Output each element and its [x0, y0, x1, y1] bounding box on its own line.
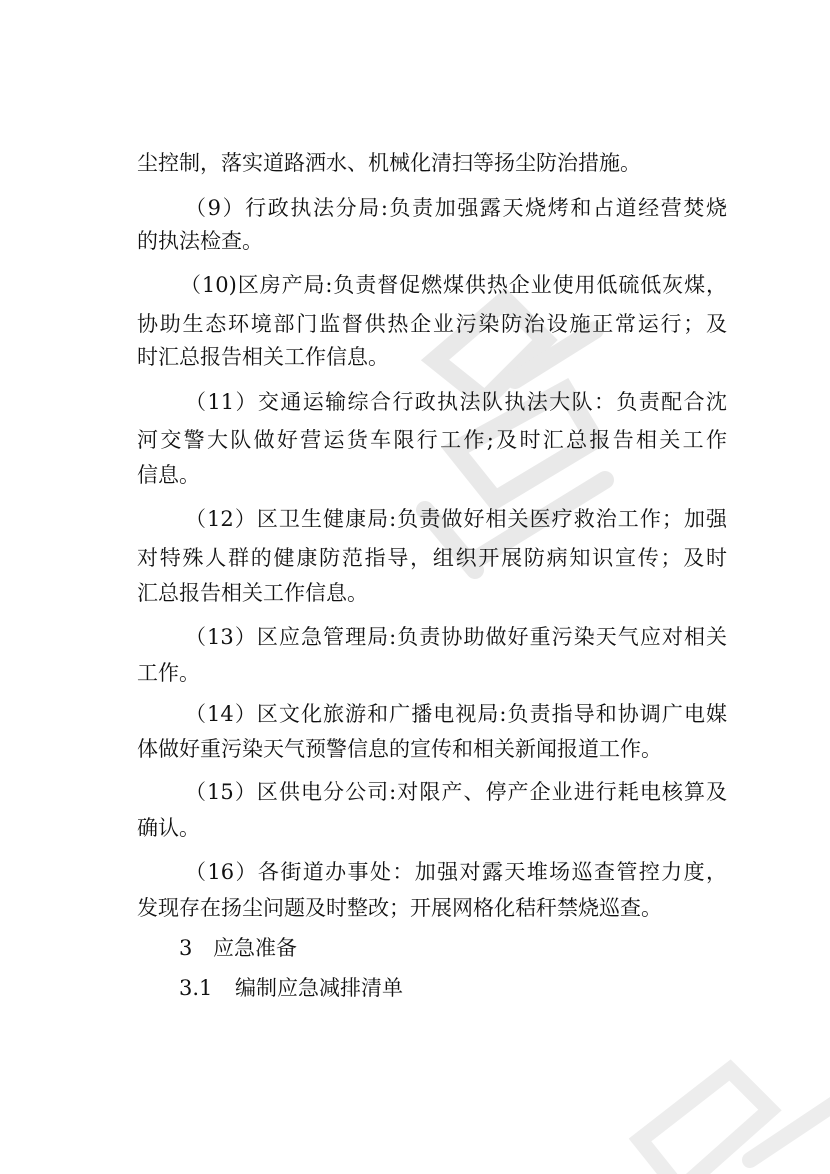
section-heading-3-1	[179, 966, 579, 1010]
section-title: 编制应急减排清单	[235, 976, 403, 1000]
paragraph-line: （12）区卫生健康局:负责做好相关医疗救治工作；加强	[185, 507, 727, 531]
paragraph-line: （9）行政执法分局:负责加强露天烧烤和占道经营焚烧	[185, 196, 727, 220]
section-title: 应急准备	[213, 936, 297, 960]
paragraph-line: 尘控制，落实道路洒水、机械化清扫等扬尘防治措施。	[137, 151, 641, 175]
paragraph-line: （11）交通运输综合行政执法队执法大队：负责配合沈	[185, 390, 727, 414]
paragraph-line: （15）区供电分公司:对限产、停产企业进行耗电核算及	[185, 780, 727, 804]
paragraph-line: （16）各街道办事处：加强对露天堆场巡查管控力度，	[185, 860, 727, 884]
paragraph-line: 协助生态环境部门监督供热企业污染防治设施正常运行；及	[137, 312, 727, 336]
paragraph-line: 确认。	[137, 816, 200, 840]
paragraph-line: 工作。	[137, 661, 200, 685]
paragraph-line: 的执法检查。	[137, 229, 263, 253]
paragraph-line: 河交警大队做好营运货车限行工作;及时汇总报告相关工作	[137, 428, 727, 452]
section-number: 3.1	[179, 976, 213, 1000]
paragraph-line: 对特殊人群的健康防范指导，组织开展防病知识宣传；及时	[137, 546, 727, 570]
paragraph-line: （13）区应急管理局:负责协助做好重污染天气应对相关	[185, 625, 727, 649]
paragraph-line: 汇总报告相关工作信息。	[137, 581, 368, 605]
section-heading-3	[179, 926, 579, 970]
paragraph-line: 时汇总报告相关工作信息。	[137, 345, 389, 369]
paragraph-line: （14）区文化旅游和广播电视局:负责指导和协调广电媒	[185, 702, 727, 726]
paragraph-line: 信息。	[137, 463, 200, 487]
paragraph-line: 发现存在扬尘问题及时整改；开展网格化秸秆禁烧巡查。	[137, 896, 662, 920]
paragraph-line: 体做好重污染天气预警信息的宣传和相关新闻报道工作。	[137, 737, 662, 761]
section-number: 3	[179, 936, 193, 960]
paragraph-line: （10)区房产局:负责督促燃煤供热企业使用低硫低灰煤，	[180, 273, 727, 297]
